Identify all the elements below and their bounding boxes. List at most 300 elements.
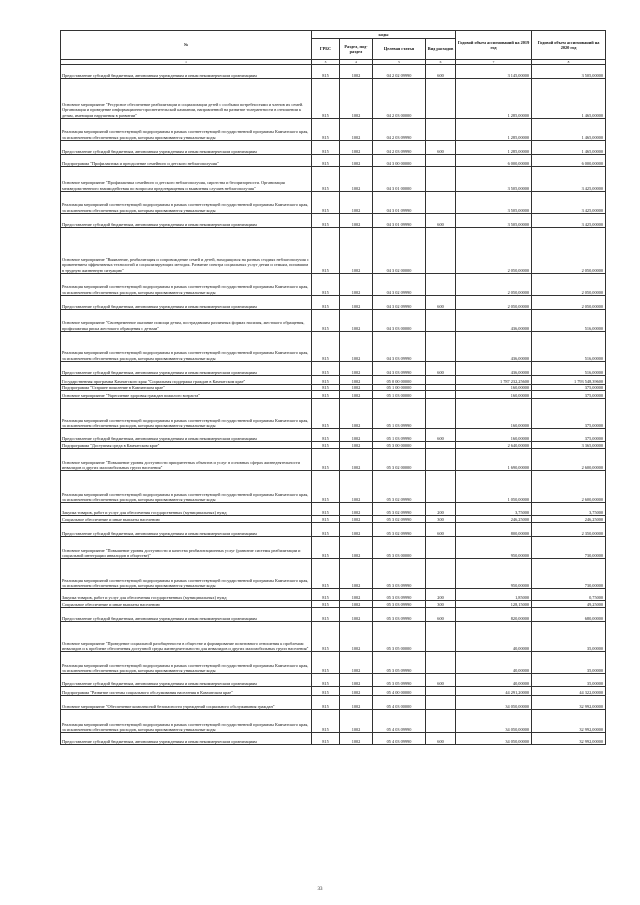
row-sum-2020: 2 050,00000 <box>532 296 606 310</box>
row-grbs: 815 <box>312 167 340 192</box>
row-sum-2019: 1,85000 <box>456 589 532 601</box>
row-name: Подпрограмма "Профилактика и преодоление семейного и детского неблагополучия" <box>61 155 312 167</box>
row-target-article: 05 3 00 00000 <box>373 442 426 449</box>
table-row <box>61 391 606 399</box>
row-target-article: 05 1 03 09990 <box>373 399 426 429</box>
row-sum-2019: 3 505,00000 <box>456 167 532 192</box>
row-grbs: 815 <box>312 710 340 733</box>
row-section: 1002 <box>340 310 373 332</box>
row-name: Подпрограмма "Доступная среда в Камчатском крае" <box>61 442 312 449</box>
row-sum-2020: 32 992,00000 <box>532 733 606 745</box>
row-section: 1002 <box>340 503 373 516</box>
row-section: 1002 <box>340 79 373 119</box>
row-sum-2020: 516,00000 <box>532 332 606 362</box>
row-target-article: 04 2 03 00000 <box>373 79 426 119</box>
row-grbs: 815 <box>312 399 340 429</box>
row-target-article: 04 3 02 09990 <box>373 296 426 310</box>
header-sum-2019: Годовой объем ассигнований на 2019 год <box>456 31 532 60</box>
row-target-article: 04 2 03 09990 <box>373 119 426 141</box>
row-name: Основное мероприятие "Своевременное оказание помощи детям, пострадавшим различных формах насилия, жестокого обращения, профилактика риска жестокого обращения с детьми" <box>61 310 312 332</box>
row-sum-2020: 6 000,00000 <box>532 155 606 167</box>
row-sum-2020: 35,00000 <box>532 652 606 674</box>
header-codes: коды <box>312 31 456 39</box>
row-name: Подпрограмма "Старшее поколение в Камчатском крае" <box>61 385 312 391</box>
row-expense-type: 300 <box>426 516 456 523</box>
row-section: 1002 <box>340 674 373 687</box>
row-name: Социальное обеспечение и иные выплаты населению <box>61 516 312 523</box>
row-sum-2019: 2 640,00000 <box>456 442 532 449</box>
row-sum-2019: 2 050,00000 <box>456 296 532 310</box>
row-section: 1002 <box>340 385 373 391</box>
row-target-article: 05 0 00 00000 <box>373 376 426 385</box>
row-grbs: 815 <box>312 362 340 376</box>
row-target-article: 05 3 02 09990 <box>373 516 426 523</box>
row-expense-type: 600 <box>426 429 456 442</box>
row-name: Основное мероприятие "Ресурсное обеспечение реабилитации и социализации детей с особыми потребностями и членов их семей. Организация и проведение информационно-просветительской кампании, направленной на развитие толерантности в отношении к детям, имеющим нарушения в развитии" <box>61 79 312 119</box>
row-section: 1002 <box>340 119 373 141</box>
row-expense-type <box>426 622 456 652</box>
row-target-article: 05 3 03 09990 <box>373 608 426 622</box>
col-number: 7 <box>456 60 532 65</box>
row-section: 1002 <box>340 733 373 745</box>
table-row <box>61 141 606 155</box>
table-row <box>61 733 606 745</box>
row-sum-2020: 730,00000 <box>532 559 606 589</box>
row-grbs: 815 <box>312 155 340 167</box>
row-target-article: 04 3 03 09990 <box>373 362 426 376</box>
row-sum-2020: 375,00000 <box>532 429 606 442</box>
row-expense-type <box>426 274 456 296</box>
row-sum-2020: 44 322,00000 <box>532 687 606 696</box>
row-grbs: 815 <box>312 503 340 516</box>
row-section: 1002 <box>340 141 373 155</box>
table-row <box>61 296 606 310</box>
row-sum-2020: 35,00000 <box>532 622 606 652</box>
row-grbs: 815 <box>312 274 340 296</box>
row-section: 1002 <box>340 399 373 429</box>
header-expense-type: Вид расходов <box>426 39 456 60</box>
row-grbs: 815 <box>312 622 340 652</box>
row-expense-type <box>426 652 456 674</box>
row-expense-type <box>426 687 456 696</box>
row-section: 1002 <box>340 155 373 167</box>
table-row <box>61 652 606 674</box>
row-target-article: 05 4 03 00000 <box>373 696 426 710</box>
header-grbs: ГРБС <box>312 39 340 60</box>
row-name: Предоставление субсидий бюджетным, автономным учреждениям и иным некоммерческим организациям <box>61 733 312 745</box>
table-row <box>61 399 606 429</box>
header-target: Целевая статья <box>373 39 426 60</box>
table-row <box>61 214 606 228</box>
row-expense-type <box>426 696 456 710</box>
table-row <box>61 710 606 733</box>
row-name: Основное мероприятие "Укрепление здоровья граждан пожилого возраста" <box>61 391 312 399</box>
row-target-article: 04 3 01 09990 <box>373 214 426 228</box>
row-name: Реализация мероприятий соответствующей подпрограммы в рамках соответствующей государственной программы Камчатского края, за исключением обеспеченных расходов, которым присваиваются уникальные коды <box>61 119 312 141</box>
row-sum-2020: 2 050,00000 <box>532 274 606 296</box>
row-target-article: 04 3 02 09990 <box>373 274 426 296</box>
row-sum-2019: 2 050,00000 <box>456 274 532 296</box>
row-grbs: 815 <box>312 516 340 523</box>
row-expense-type: 600 <box>426 674 456 687</box>
table-row <box>61 601 606 608</box>
row-expense-type <box>426 310 456 332</box>
row-expense-type <box>426 376 456 385</box>
row-sum-2020: 375,00000 <box>532 399 606 429</box>
col-number: 8 <box>532 60 606 65</box>
row-grbs: 815 <box>312 141 340 155</box>
row-expense-type <box>426 710 456 733</box>
row-sum-2020: 516,00000 <box>532 362 606 376</box>
table-row <box>61 589 606 601</box>
row-target-article: 05 3 05 00000 <box>373 622 426 652</box>
row-target-article: 04 3 01 00000 <box>373 167 426 192</box>
row-sum-2020: 680,00000 <box>532 608 606 622</box>
row-expense-type <box>426 228 456 274</box>
row-name: Основное мероприятие "Выявление, реабилитация и сопровождение семей и детей, находящихся на разных стадиях неблагополучия с применением эффективных технологий и социализирующих методик. Развитие спектра социальных услуг детям и семьям, попавшим в трудную жизненную ситуацию" <box>61 228 312 274</box>
row-target-article: 04 2 03 09990 <box>373 141 426 155</box>
table-row <box>61 471 606 503</box>
row-expense-type <box>426 471 456 503</box>
row-target-article: 04 3 02 00000 <box>373 228 426 274</box>
row-sum-2019: 40,00000 <box>456 652 532 674</box>
row-target-article: 04 2 02 09990 <box>373 65 426 79</box>
row-section: 1002 <box>340 391 373 399</box>
table-row <box>61 696 606 710</box>
row-expense-type: 200 <box>426 503 456 516</box>
row-section: 1002 <box>340 362 373 376</box>
table-row <box>61 608 606 622</box>
row-grbs: 815 <box>312 228 340 274</box>
row-grbs: 815 <box>312 391 340 399</box>
row-sum-2019: 436,00000 <box>456 362 532 376</box>
row-name: Предоставление субсидий бюджетным, автономным учреждениям и иным некоммерческим организациям <box>61 65 312 79</box>
row-expense-type: 600 <box>426 523 456 537</box>
row-target-article: 05 3 03 09990 <box>373 601 426 608</box>
row-grbs: 815 <box>312 296 340 310</box>
row-target-article: 04 3 03 00000 <box>373 310 426 332</box>
row-section: 1002 <box>340 228 373 274</box>
row-name: Основное мероприятие "Обеспечение комплексной безопасности учреждений социального обслуживания граждан" <box>61 696 312 710</box>
header-row-top <box>61 31 606 39</box>
row-target-article: 05 3 02 09990 <box>373 523 426 537</box>
table-row <box>61 274 606 296</box>
row-section: 1002 <box>340 65 373 79</box>
row-expense-type: 600 <box>426 733 456 745</box>
row-grbs: 815 <box>312 214 340 228</box>
header-no: № <box>61 31 312 60</box>
row-sum-2020: 1 465,00000 <box>532 79 606 119</box>
budget-table <box>60 30 606 745</box>
row-section: 1002 <box>340 516 373 523</box>
table-row <box>61 442 606 449</box>
table-row <box>61 362 606 376</box>
table-row <box>61 559 606 589</box>
row-sum-2020: 2 600,00000 <box>532 449 606 471</box>
row-section: 1002 <box>340 559 373 589</box>
row-name: Предоставление субсидий бюджетным, автономным учреждениям и иным некоммерческим организациям <box>61 214 312 228</box>
row-target-article: 05 3 05 09990 <box>373 652 426 674</box>
row-expense-type: 600 <box>426 214 456 228</box>
table-row <box>61 449 606 471</box>
row-sum-2020: 3 425,00000 <box>532 214 606 228</box>
row-name: Предоставление субсидий бюджетным, автономным учреждениям и иным некоммерческим организациям <box>61 608 312 622</box>
row-sum-2019: 160,00000 <box>456 385 532 391</box>
row-sum-2019: 800,00000 <box>456 523 532 537</box>
row-sum-2020: 3 505,00000 <box>532 65 606 79</box>
row-sum-2020: 375,00000 <box>532 385 606 391</box>
row-grbs: 815 <box>312 652 340 674</box>
row-target-article: 05 3 03 09990 <box>373 559 426 589</box>
col-number: 3 <box>312 60 340 65</box>
row-expense-type: 200 <box>426 589 456 601</box>
row-name: Реализация мероприятий соответствующей подпрограммы в рамках соответствующей государственной программы Камчатского края, за исключением обеспеченных расходов, которым присваиваются уникальные коды <box>61 332 312 362</box>
row-sum-2019: 436,00000 <box>456 332 532 362</box>
row-sum-2019: 40,00000 <box>456 622 532 652</box>
row-name: Предоставление субсидий бюджетным, автономным учреждениям и иным некоммерческим организациям <box>61 429 312 442</box>
table-row <box>61 167 606 192</box>
row-sum-2019: 128,15000 <box>456 601 532 608</box>
row-section: 1002 <box>340 274 373 296</box>
row-expense-type: 600 <box>426 141 456 155</box>
row-grbs: 815 <box>312 376 340 385</box>
row-grbs: 815 <box>312 687 340 696</box>
table-row <box>61 79 606 119</box>
row-sum-2020: 32 992,00000 <box>532 696 606 710</box>
row-expense-type: 600 <box>426 296 456 310</box>
row-target-article: 05 4 00 00000 <box>373 687 426 696</box>
row-sum-2020: 3,75000 <box>532 503 606 516</box>
row-name: Реализация мероприятий соответствующей подпрограммы в рамках соответствующей государственной программы Камчатского края, за исключением обеспеченных расходов, которым присваиваются уникальные коды <box>61 471 312 503</box>
row-grbs: 815 <box>312 79 340 119</box>
row-name: Подпрограмма "Развитие системы социального обслуживания населения в Камчатском крае" <box>61 687 312 696</box>
row-expense-type <box>426 155 456 167</box>
row-sum-2019: 160,00000 <box>456 399 532 429</box>
row-sum-2020: 3 425,00000 <box>532 167 606 192</box>
row-section: 1002 <box>340 589 373 601</box>
row-expense-type <box>426 332 456 362</box>
row-sum-2019: 246,25000 <box>456 516 532 523</box>
row-grbs: 815 <box>312 449 340 471</box>
row-sum-2020: 2 600,00000 <box>532 471 606 503</box>
row-sum-2020: 32 992,00000 <box>532 710 606 733</box>
row-target-article: 05 3 02 00000 <box>373 449 426 471</box>
row-grbs: 815 <box>312 65 340 79</box>
row-name: Реализация мероприятий соответствующей подпрограммы в рамках соответствующей государственной программы Камчатского края, за исключением обеспеченных расходов, которым присваиваются уникальные коды <box>61 559 312 589</box>
row-sum-2019: 34 050,00000 <box>456 696 532 710</box>
row-sum-2019: 1 787 232,25600 <box>456 376 532 385</box>
table-row <box>61 192 606 214</box>
row-target-article: 05 3 05 09990 <box>373 674 426 687</box>
row-target-article: 05 1 03 00000 <box>373 391 426 399</box>
table-row <box>61 516 606 523</box>
row-sum-2020: 516,00000 <box>532 310 606 332</box>
row-sum-2019: 1 690,00000 <box>456 449 532 471</box>
row-section: 1002 <box>340 696 373 710</box>
row-sum-2019: 3 145,00000 <box>456 65 532 79</box>
row-sum-2019: 820,00000 <box>456 608 532 622</box>
row-grbs: 815 <box>312 119 340 141</box>
row-target-article: 05 3 02 09990 <box>373 503 426 516</box>
table-row <box>61 376 606 385</box>
row-name: Реализация мероприятий соответствующей подпрограммы в рамках соответствующей государственной программы Камчатского края, за исключением обеспеченных расходов, которым присваиваются уникальные коды <box>61 192 312 214</box>
row-expense-type <box>426 559 456 589</box>
row-target-article: 04 3 01 09990 <box>373 192 426 214</box>
col-number: 1 <box>61 60 312 65</box>
table-row <box>61 537 606 559</box>
table-row <box>61 155 606 167</box>
row-sum-2020: 0,75000 <box>532 589 606 601</box>
row-expense-type: 300 <box>426 601 456 608</box>
row-sum-2020: 730,00000 <box>532 537 606 559</box>
row-expense-type <box>426 391 456 399</box>
row-sum-2019: 1 285,00000 <box>456 79 532 119</box>
row-sum-2019: 3,75000 <box>456 503 532 516</box>
row-name: Предоставление субсидий бюджетным, автономным учреждениям и иным некоммерческим организациям <box>61 523 312 537</box>
row-expense-type: 600 <box>426 608 456 622</box>
col-number: 6 <box>426 60 456 65</box>
table-row <box>61 687 606 696</box>
table-row <box>61 332 606 362</box>
row-sum-2019: 34 050,00000 <box>456 733 532 745</box>
table-row <box>61 674 606 687</box>
row-expense-type <box>426 399 456 429</box>
row-section: 1002 <box>340 652 373 674</box>
row-expense-type <box>426 449 456 471</box>
row-name: Основное мероприятие "Повышение уровня доступности и качества реабилитационных услуг (развитие системы реабилитации и социальной интеграции инвалидов в обществе)" <box>61 537 312 559</box>
row-section: 1002 <box>340 622 373 652</box>
row-target-article: 05 3 03 00000 <box>373 537 426 559</box>
row-grbs: 815 <box>312 733 340 745</box>
table-row <box>61 310 606 332</box>
row-grbs: 815 <box>312 559 340 589</box>
table-row <box>61 622 606 652</box>
row-grbs: 815 <box>312 589 340 601</box>
row-sum-2019: 1 050,00000 <box>456 471 532 503</box>
row-sum-2020: 35,00000 <box>532 674 606 687</box>
row-sum-2019: 3 505,00000 <box>456 192 532 214</box>
page-number: 33 <box>317 887 323 892</box>
row-section: 1002 <box>340 376 373 385</box>
row-grbs: 815 <box>312 332 340 362</box>
header-sum-2020: Годовой объем ассигнований на 2020 год <box>532 31 606 60</box>
row-section: 1002 <box>340 296 373 310</box>
row-section: 1002 <box>340 167 373 192</box>
row-grbs: 815 <box>312 523 340 537</box>
row-sum-2019: 3 505,00000 <box>456 214 532 228</box>
row-expense-type: 600 <box>426 362 456 376</box>
row-sum-2019: 2 050,00000 <box>456 228 532 274</box>
row-sum-2020: 1 793 548,39600 <box>532 376 606 385</box>
row-target-article: 04 3 03 09990 <box>373 332 426 362</box>
row-sum-2020: 2 050,00000 <box>532 228 606 274</box>
row-name: Закупка товаров, работ и услуг для обеспечения государственных (муниципальных) нужд <box>61 589 312 601</box>
row-name: Государственная программа Камчатского края "Социальная поддержка граждан в Камчатском крае" <box>61 376 312 385</box>
col-number: 5 <box>373 60 426 65</box>
row-section: 1002 <box>340 449 373 471</box>
table-row <box>61 503 606 516</box>
row-expense-type: 600 <box>426 65 456 79</box>
row-grbs: 815 <box>312 310 340 332</box>
table-row <box>61 65 606 79</box>
row-target-article: 05 4 03 09990 <box>373 710 426 733</box>
row-sum-2019: 160,00000 <box>456 429 532 442</box>
row-grbs: 815 <box>312 471 340 503</box>
row-expense-type <box>426 442 456 449</box>
row-grbs: 815 <box>312 429 340 442</box>
row-sum-2020: 3 365,00000 <box>532 442 606 449</box>
row-section: 1002 <box>340 332 373 362</box>
row-name: Закупка товаров, работ и услуг для обеспечения государственных (муниципальных) нужд <box>61 503 312 516</box>
row-grbs: 815 <box>312 601 340 608</box>
table-row <box>61 119 606 141</box>
row-name: Предоставление субсидий бюджетным, автономным учреждениям и иным некоммерческим организациям <box>61 141 312 155</box>
row-section: 1002 <box>340 537 373 559</box>
row-sum-2020: 1 465,00000 <box>532 119 606 141</box>
row-target-article: 05 3 03 09990 <box>373 589 426 601</box>
row-sum-2019: 950,00000 <box>456 559 532 589</box>
row-name: Социальное обеспечение и иные выплаты населению <box>61 601 312 608</box>
row-sum-2020: 49,25000 <box>532 601 606 608</box>
row-sum-2019: 44 291,20000 <box>456 687 532 696</box>
row-name: Основное мероприятие "Проведение социальной разобщенности в обществе и формирование позитивного отношения к проблемам инвалидов и к проблеме обеспечения доступной среды жизнедеятельности для инвалидов и других маломобильных групп населения" <box>61 622 312 652</box>
row-grbs: 815 <box>312 674 340 687</box>
row-name: Реализация мероприятий соответствующей подпрограммы в рамках соответствующей государственной программы Камчатского края, за исключением обеспеченных расходов, которым присваиваются уникальные коды <box>61 652 312 674</box>
row-grbs: 815 <box>312 442 340 449</box>
row-expense-type <box>426 167 456 192</box>
table-row <box>61 429 606 442</box>
row-sum-2019: 950,00000 <box>456 537 532 559</box>
row-sum-2019: 6 000,00000 <box>456 155 532 167</box>
row-section: 1002 <box>340 214 373 228</box>
row-expense-type <box>426 537 456 559</box>
row-section: 1002 <box>340 687 373 696</box>
row-name: Реализация мероприятий соответствующей подпрограммы в рамках соответствующей государственной программы Камчатского края, за исключением обеспеченных расходов, которым присваиваются уникальные коды <box>61 399 312 429</box>
col-number: 4 <box>340 60 373 65</box>
row-grbs: 815 <box>312 696 340 710</box>
row-name: Предоставление субсидий бюджетным, автономным учреждениям и иным некоммерческим организациям <box>61 362 312 376</box>
row-grbs: 815 <box>312 385 340 391</box>
row-grbs: 815 <box>312 537 340 559</box>
row-name: Реализация мероприятий соответствующей подпрограммы в рамках соответствующей государственной программы Камчатского края, за исключением обеспеченных расходов, которым присваиваются уникальные коды <box>61 274 312 296</box>
row-sum-2020: 2 350,00000 <box>532 523 606 537</box>
row-section: 1002 <box>340 608 373 622</box>
row-section: 1002 <box>340 442 373 449</box>
row-sum-2019: 1 285,00000 <box>456 141 532 155</box>
row-section: 1002 <box>340 192 373 214</box>
row-name: Предоставление субсидий бюджетным, автономным учреждениям и иным некоммерческим организациям <box>61 296 312 310</box>
row-section: 1002 <box>340 710 373 733</box>
row-target-article: 05 3 02 09990 <box>373 471 426 503</box>
row-sum-2019: 34 050,00000 <box>456 710 532 733</box>
budget-table-body <box>61 65 606 745</box>
row-grbs: 815 <box>312 608 340 622</box>
table-row <box>61 228 606 274</box>
row-grbs: 815 <box>312 192 340 214</box>
row-section: 1002 <box>340 523 373 537</box>
row-target-article: 04 3 00 00000 <box>373 155 426 167</box>
row-target-article: 05 1 00 00000 <box>373 385 426 391</box>
row-sum-2020: 246,25000 <box>532 516 606 523</box>
row-sum-2019: 436,00000 <box>456 310 532 332</box>
row-section: 1002 <box>340 601 373 608</box>
row-target-article: 05 1 03 09990 <box>373 429 426 442</box>
row-section: 1002 <box>340 429 373 442</box>
row-sum-2020: 3 425,00000 <box>532 192 606 214</box>
row-sum-2019: 1 285,00000 <box>456 119 532 141</box>
row-name: Реализация мероприятий соответствующей подпрограммы в рамках соответствующей государственной программы Камчатского края, за исключением обеспеченных расходов, которым присваиваются уникальные коды <box>61 710 312 733</box>
row-name: Основное мероприятие "Профилактика семейного и детского неблагополучия, сиротства и беспризорности. Организация межведомственного взаимодействия по вопросам предотвращения и выявления случаев неблагополучия" <box>61 167 312 192</box>
